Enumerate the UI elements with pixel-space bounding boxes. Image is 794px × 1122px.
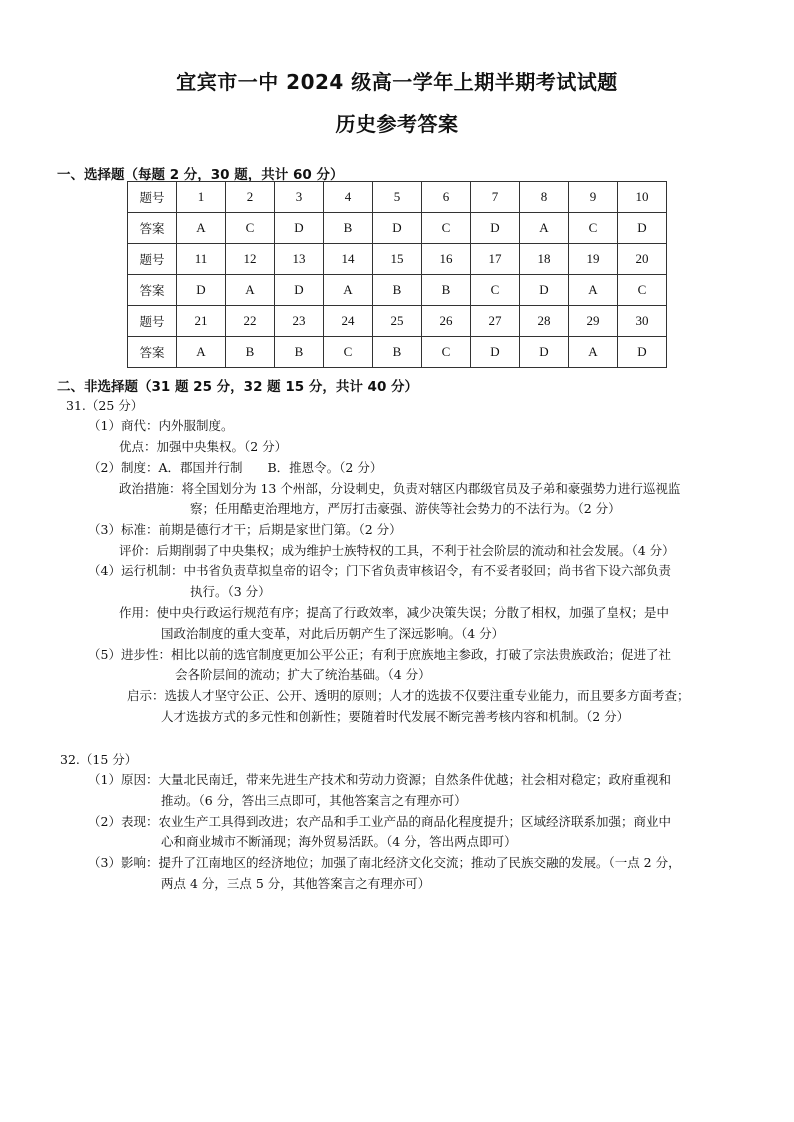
question-31-label: 31.（25 分） bbox=[66, 398, 144, 413]
answer-cell: D bbox=[618, 337, 667, 368]
table-row bbox=[128, 244, 667, 275]
answer-line: （2）表现：农业生产工具得到改进；农产品和手工业产品的商品化程度提升；区域经济联系加强；商业中 bbox=[88, 814, 671, 829]
answer-line: （5）进步性：相比以前的选官制度更加公平公正；有利于庶族地主参政，打破了宗法贵族政治；促进了社 bbox=[88, 647, 671, 662]
answer-cell: A bbox=[226, 275, 275, 306]
table-row bbox=[128, 213, 667, 244]
answer-cell: C bbox=[226, 213, 275, 244]
question-number: 13 bbox=[275, 244, 324, 275]
section-heading-non-choice: 二、非选择题（31 题 25 分，32 题 15 分，共计 40 分） bbox=[57, 379, 419, 395]
question-number: 4 bbox=[324, 182, 373, 213]
answer-line: 察；任用酷吏治理地方，严厉打击豪强、游侠等社会势力的不法行为。（2 分） bbox=[190, 501, 621, 516]
answer-cell: D bbox=[471, 213, 520, 244]
answer-cell: C bbox=[471, 275, 520, 306]
answer-line: （2）制度：A．郡国并行制 B．推恩令。（2 分） bbox=[88, 460, 383, 475]
answer-line: （3）影响：提升了江南地区的经济地位；加强了南北经济文化交流；推动了民族交融的发展。（一点 2 分， bbox=[88, 855, 681, 870]
answer-line: 执行。（3 分） bbox=[190, 584, 271, 599]
answer-cell: C bbox=[422, 337, 471, 368]
page-title: 宜宾市一中 2024 级高一学年上期半期考试试题 bbox=[176, 70, 618, 94]
question-number: 26 bbox=[422, 306, 471, 337]
row-label-answer: 答案 bbox=[128, 213, 177, 244]
answer-cell: A bbox=[324, 275, 373, 306]
row-label-answer: 答案 bbox=[128, 275, 177, 306]
question-number: 28 bbox=[520, 306, 569, 337]
question-number: 25 bbox=[373, 306, 422, 337]
answer-cell: D bbox=[471, 337, 520, 368]
table-row bbox=[128, 306, 667, 337]
question-number: 2 bbox=[226, 182, 275, 213]
question-32-label: 32.（15 分） bbox=[60, 752, 138, 767]
row-label-answer: 答案 bbox=[128, 337, 177, 368]
answer-line: 两点 4 分，三点 5 分，其他答案言之有理亦可） bbox=[161, 876, 431, 891]
answer-cell: D bbox=[275, 213, 324, 244]
row-label-number: 题号 bbox=[128, 182, 177, 213]
question-number: 5 bbox=[373, 182, 422, 213]
question-number: 29 bbox=[569, 306, 618, 337]
answer-line: 会各阶层间的流动；扩大了统治基础。（4 分） bbox=[175, 667, 431, 682]
answer-cell: C bbox=[422, 213, 471, 244]
answer-cell: D bbox=[618, 213, 667, 244]
question-number: 8 bbox=[520, 182, 569, 213]
answer-line: 评价：后期削弱了中央集权；成为维护士族特权的工具，不利于社会阶层的流动和社会发展。（4 分） bbox=[119, 543, 675, 558]
question-number: 17 bbox=[471, 244, 520, 275]
section-heading-choice: 一、选择题（每题 2 分，30 题，共计 60 分） bbox=[57, 167, 344, 183]
answer-line: 国政治制度的重大变革，对此后历朝产生了深远影响。（4 分） bbox=[161, 626, 505, 641]
answer-cell: B bbox=[226, 337, 275, 368]
answer-line: （1）商代：内外服制度。 bbox=[88, 418, 234, 433]
page-subtitle: 历史参考答案 bbox=[335, 112, 459, 136]
answer-cell: D bbox=[177, 275, 226, 306]
answer-cell: C bbox=[569, 213, 618, 244]
answer-line: 推动。（6 分，答出三点即可，其他答案言之有理亦可） bbox=[161, 793, 467, 808]
question-number: 7 bbox=[471, 182, 520, 213]
question-number: 18 bbox=[520, 244, 569, 275]
question-number: 11 bbox=[177, 244, 226, 275]
question-number: 27 bbox=[471, 306, 520, 337]
answer-cell: D bbox=[373, 213, 422, 244]
answer-line: 政治措施：将全国划分为 13 个州部，分设刺史，负责对辖区内郡级官员及子弟和豪强势力进行巡视监 bbox=[119, 481, 681, 496]
question-number: 23 bbox=[275, 306, 324, 337]
question-number: 16 bbox=[422, 244, 471, 275]
answer-cell: D bbox=[520, 275, 569, 306]
question-number: 19 bbox=[569, 244, 618, 275]
answer-line: 作用：使中央行政运行规范有序；提高了行政效率，减少决策失误；分散了相权，加强了皇权；是中 bbox=[119, 605, 670, 620]
answer-cell: D bbox=[520, 337, 569, 368]
question-number: 10 bbox=[618, 182, 667, 213]
question-number: 3 bbox=[275, 182, 324, 213]
answer-cell: A bbox=[177, 213, 226, 244]
question-number: 20 bbox=[618, 244, 667, 275]
question-number: 12 bbox=[226, 244, 275, 275]
question-number: 9 bbox=[569, 182, 618, 213]
answer-cell: B bbox=[324, 213, 373, 244]
question-number: 22 bbox=[226, 306, 275, 337]
question-number: 6 bbox=[422, 182, 471, 213]
answer-line: （3）标准：前期是德行才干；后期是家世门第。（2 分） bbox=[88, 522, 402, 537]
answer-line: 启示：选拔人才坚守公正、公开、透明的原则；人才的选拔不仅要注重专业能力，而且要多方面考查； bbox=[127, 688, 690, 703]
question-number: 14 bbox=[324, 244, 373, 275]
table-row bbox=[128, 275, 667, 306]
answer-cell: C bbox=[618, 275, 667, 306]
answer-cell: A bbox=[520, 213, 569, 244]
question-number: 30 bbox=[618, 306, 667, 337]
answer-cell: A bbox=[177, 337, 226, 368]
answer-table bbox=[127, 181, 667, 368]
answer-line: 心和商业城市不断涌现；海外贸易活跃。（4 分，答出两点即可） bbox=[161, 834, 517, 849]
question-number: 24 bbox=[324, 306, 373, 337]
row-label-number: 题号 bbox=[128, 244, 177, 275]
table-row bbox=[128, 182, 667, 213]
answer-line: 优点：加强中央集权。（2 分） bbox=[119, 439, 288, 454]
table-row bbox=[128, 337, 667, 368]
answer-cell: A bbox=[569, 337, 618, 368]
answer-cell: A bbox=[569, 275, 618, 306]
row-label-number: 题号 bbox=[128, 306, 177, 337]
answer-cell: D bbox=[275, 275, 324, 306]
answer-cell: B bbox=[373, 337, 422, 368]
question-number: 1 bbox=[177, 182, 226, 213]
answer-line: （4）运行机制：中书省负责草拟皇帝的诏令；门下省负责审核诏令，有不妥者驳回；尚书省下设六部负责 bbox=[88, 563, 671, 578]
question-number: 21 bbox=[177, 306, 226, 337]
answer-cell: B bbox=[422, 275, 471, 306]
answer-cell: C bbox=[324, 337, 373, 368]
answer-cell: B bbox=[373, 275, 422, 306]
question-number: 15 bbox=[373, 244, 422, 275]
answer-line: （1）原因：大量北民南迁，带来先进生产技术和劳动力资源；自然条件优越；社会相对稳定；政府重视和 bbox=[88, 772, 671, 787]
answer-line: 人才选拔方式的多元性和创新性；要随着时代发展不断完善考核内容和机制。（2 分） bbox=[161, 709, 630, 724]
answer-cell: B bbox=[275, 337, 324, 368]
